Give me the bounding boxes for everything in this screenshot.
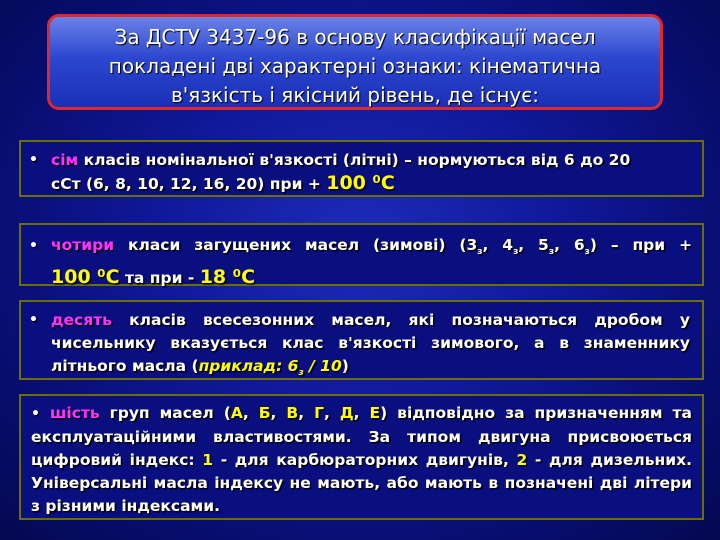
- temp-18: 18 ⁰С: [199, 266, 256, 289]
- item-box-3: [19, 300, 704, 380]
- group-letter: В: [286, 404, 299, 422]
- keyword-shist: шість: [49, 404, 100, 422]
- bullet: •: [29, 312, 38, 328]
- item-text-4: • шість груп масел (А, Б, В, Г, Д, Е) відповідно за призначенням та експлуатаційними властивостями. За типом двигуна присвоюється цифровий індекс: 1 - для карбюраторних двигунів, 2 - для дизельних. Універсальні масла індексу не мають, або мають в позначені дві літери з різними індексами.: [31, 404, 692, 515]
- keyword-chotyry: чотири: [51, 236, 115, 254]
- item-box-4: [19, 394, 704, 520]
- item-text-2: чотири класи загущених масел (зимові) ($3_з$, $4_з$, $5_з$, $6_з$) – при +: [51, 236, 693, 258]
- item-text-3: десять класів всесезонних масел, які позначаються дробом у чисельнику вказується клас в'язкості зимового, а в знаменнику літнього масла (приклад: $6_з / 10$): [51, 311, 690, 379]
- bullet: •: [29, 238, 38, 254]
- example: приклад: $6_з / 10$: [198, 357, 342, 379]
- group-letter: А: [230, 404, 243, 422]
- group-letter: Д: [339, 404, 354, 422]
- index-1: 1: [202, 451, 214, 469]
- item-text-1: сім класів номінальної в'язкості (літні) – нормуються від 6 до 20 сСт (6, 8, 10, 12, 16, 20) при + 100 ⁰С: [51, 151, 631, 194]
- item-box-2: • чотири класи загущених масел (зимові) ($3_з$, $4_з$, $5_з$, $6_з$) – при + 100 ⁰С та при - 18 ⁰С: [19, 223, 704, 286]
- temp-100: 100 ⁰С: [51, 266, 120, 289]
- item-box-1: [19, 140, 704, 197]
- group-letter: Б: [258, 404, 271, 422]
- title-line-2: покладені дві характерні ознаки: кінематична: [108, 54, 602, 78]
- index-2: 2: [516, 451, 528, 469]
- keyword-desyat: десять: [51, 311, 112, 329]
- group-letter: Г: [314, 404, 324, 422]
- title-line-1: За ДСТУ 3437-96 в основу класифікації масел: [114, 25, 596, 49]
- temp-100: 100 ⁰С: [326, 172, 395, 194]
- title-line-3: в'язкість і якісний рівень, де існує:: [171, 83, 539, 107]
- group-letter: Е: [369, 404, 381, 422]
- title-box: [47, 14, 663, 110]
- bullet: •: [29, 152, 38, 168]
- bullet: •: [31, 406, 40, 422]
- keyword-sim: сім: [51, 151, 79, 169]
